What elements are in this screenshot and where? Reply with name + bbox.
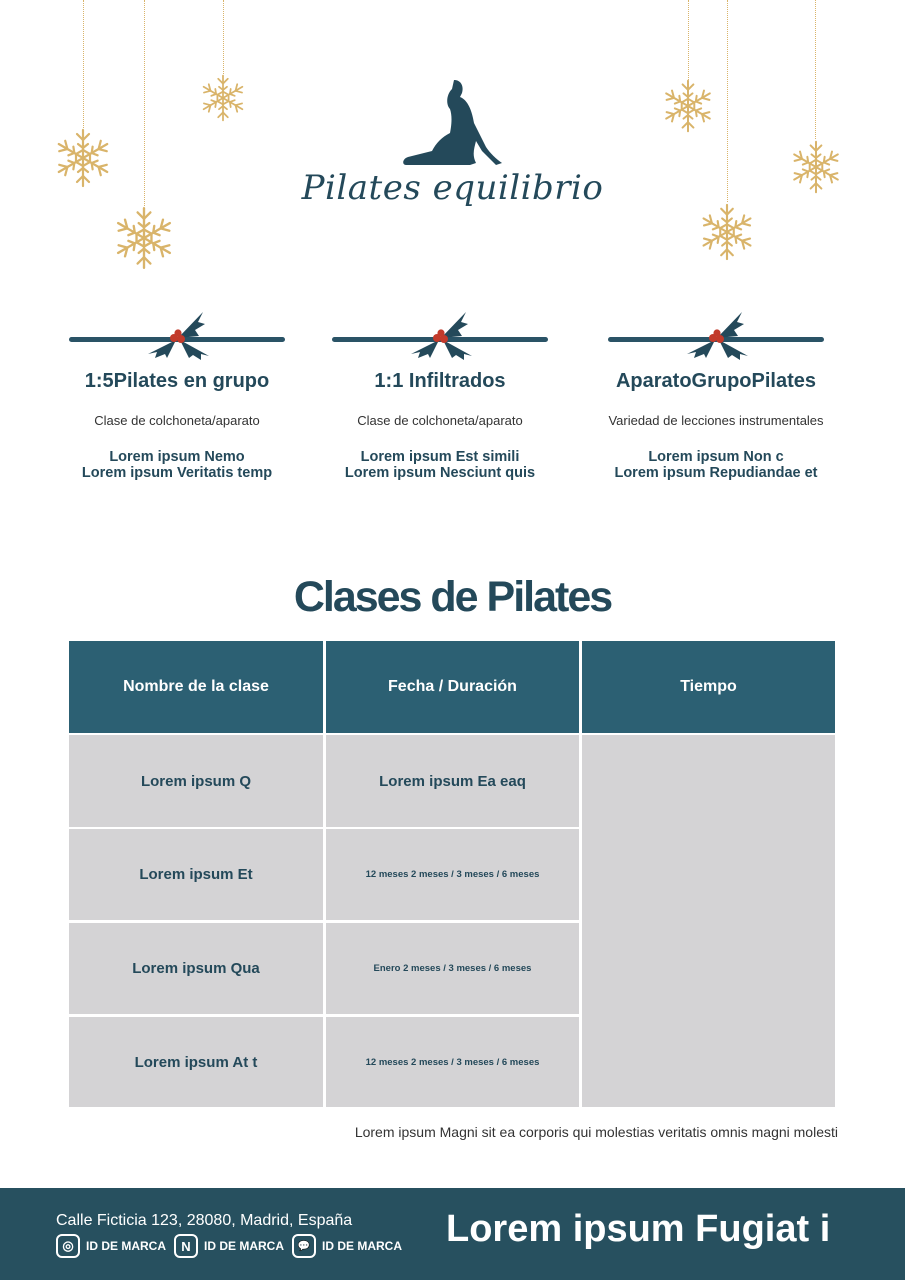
ornament-string bbox=[727, 0, 728, 202]
social-label: ID DE MARCA bbox=[86, 1239, 166, 1253]
table-cell-name: Lorem ipsum Qua bbox=[69, 923, 323, 1014]
holly-icon bbox=[406, 310, 476, 360]
card-line: Lorem ipsum Non c bbox=[648, 449, 784, 465]
snowflake-icon bbox=[199, 74, 247, 122]
table-cell-date: 12 meses 2 meses / 3 meses / 6 meses bbox=[326, 829, 579, 920]
table-cell-date: Lorem ipsum Ea eaq bbox=[326, 735, 579, 827]
card-title: 1:5Pilates en grupo bbox=[84, 370, 270, 392]
table-header: Fecha / Duración bbox=[326, 641, 579, 733]
card-subtitle: Clase de colchoneta/aparato bbox=[357, 413, 523, 428]
social-instagram[interactable] bbox=[56, 1234, 166, 1258]
social-talk[interactable] bbox=[292, 1234, 402, 1258]
table-cell-date: Enero 2 meses / 3 meses / 6 meses bbox=[326, 923, 579, 1014]
snowflake-icon bbox=[112, 205, 176, 271]
table-cell-name: Lorem ipsum At t bbox=[69, 1017, 323, 1107]
social-label: ID DE MARCA bbox=[322, 1239, 402, 1253]
talk-icon: 💬 bbox=[292, 1234, 316, 1258]
footnote: Lorem ipsum Magni sit ea corporis qui molestias veritatis omnis magni molesti bbox=[354, 1124, 838, 1140]
snowflake-icon bbox=[698, 201, 756, 263]
table-cell-date: 12 meses 2 meses / 3 meses / 6 meses bbox=[326, 1017, 579, 1107]
instagram-icon: ◎ bbox=[56, 1234, 80, 1258]
social-label: ID DE MARCA bbox=[204, 1239, 284, 1253]
card-line: Lorem ipsum Veritatis temp bbox=[81, 465, 273, 481]
footer bbox=[0, 1188, 905, 1280]
card-subtitle: Variedad de lecciones instrumentales bbox=[608, 413, 824, 428]
brand-title: Pilates equilibrio bbox=[301, 168, 604, 208]
snowflake-icon bbox=[661, 78, 715, 134]
card-subtitle: Clase de colchoneta/aparato bbox=[94, 413, 260, 428]
table-cell-time bbox=[582, 735, 835, 1107]
card-line: Lorem ipsum Nesciunt quis bbox=[344, 465, 536, 481]
table-cell-name: Lorem ipsum Et bbox=[69, 829, 323, 920]
ornament-string bbox=[815, 0, 816, 139]
footer-headline: Lorem ipsum Fugiat i bbox=[446, 1208, 831, 1250]
pilates-silhouette-logo bbox=[402, 78, 504, 170]
address: Calle Ficticia 123, 28080, Madrid, España bbox=[56, 1212, 353, 1229]
ornament-string bbox=[223, 0, 224, 74]
card-title: AparatoGrupoPilates bbox=[615, 370, 817, 392]
table-header: Nombre de la clase bbox=[69, 641, 323, 733]
card-title: 1:1 Infiltrados bbox=[374, 370, 506, 392]
card-line: Lorem ipsum Nemo bbox=[109, 449, 245, 465]
table-header: Tiempo bbox=[582, 641, 835, 733]
holly-icon bbox=[143, 310, 213, 360]
table-cell-name: Lorem ipsum Q bbox=[69, 735, 323, 827]
card-line: Lorem ipsum Est simili bbox=[360, 449, 520, 465]
snowflake-icon bbox=[53, 128, 113, 188]
section-title: Clases de Pilates bbox=[293, 573, 612, 621]
social-naver[interactable] bbox=[174, 1234, 284, 1258]
ornament-string bbox=[688, 0, 689, 80]
ornament-string bbox=[144, 0, 145, 206]
card-line: Lorem ipsum Repudiandae et bbox=[614, 465, 818, 481]
ornament-string bbox=[83, 0, 84, 128]
holly-icon bbox=[682, 310, 752, 360]
naver-icon: N bbox=[174, 1234, 198, 1258]
snowflake-icon bbox=[789, 139, 843, 195]
